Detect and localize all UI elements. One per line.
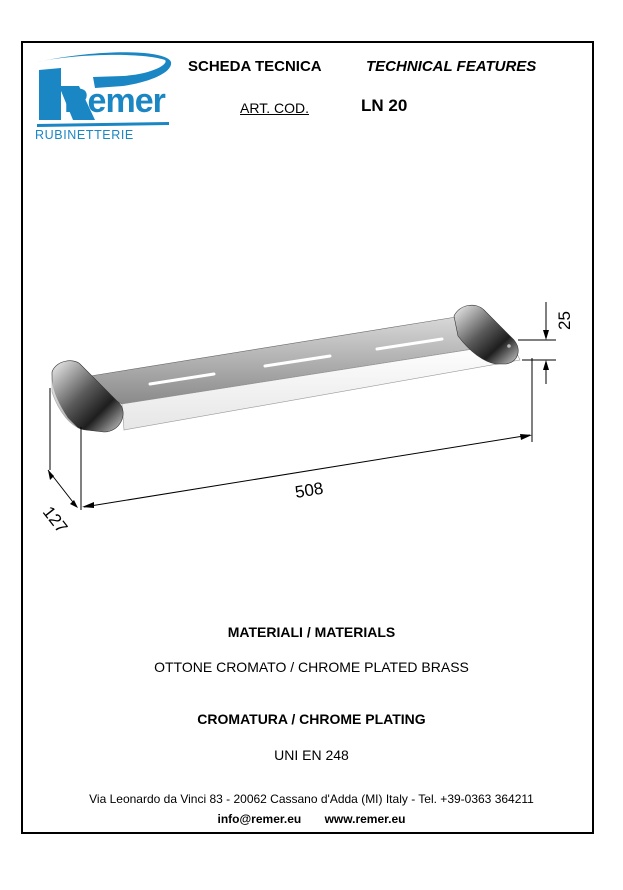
article-code-label: ART. COD. xyxy=(240,100,309,116)
plating-value: UNI EN 248 xyxy=(274,747,349,763)
materials-heading: MATERIALI / MATERIALS xyxy=(227,624,396,640)
plating-heading: CROMATURA / CHROME PLATING xyxy=(197,711,426,727)
logo-subtitle: RUBINETTERIE xyxy=(35,128,134,142)
dimension-depth-label: 127 xyxy=(38,502,72,537)
dimension-height-label: 25 xyxy=(555,311,574,330)
footer-address: Via Leonardo da Vinci 83 - 20062 Cassano d'Adda (MI) Italy - Tel. +39-0363 364211 xyxy=(89,792,534,806)
footer-website[interactable]: www.remer.eu xyxy=(324,812,406,826)
article-code-value: LN 20 xyxy=(361,96,408,115)
title-italian: SCHEDA TECNICA xyxy=(188,58,322,75)
dimension-length-label: 508 xyxy=(293,478,325,502)
logo-wordmark: Remer xyxy=(64,82,165,120)
title-english: TECHNICAL FEATURES xyxy=(366,58,537,75)
shelf-body xyxy=(50,305,520,432)
footer-contacts xyxy=(0,812,623,826)
materials-value: OTTONE CROMATO / CHROME PLATED BRASS xyxy=(154,659,469,675)
footer-email[interactable]: info@remer.eu xyxy=(217,812,302,826)
